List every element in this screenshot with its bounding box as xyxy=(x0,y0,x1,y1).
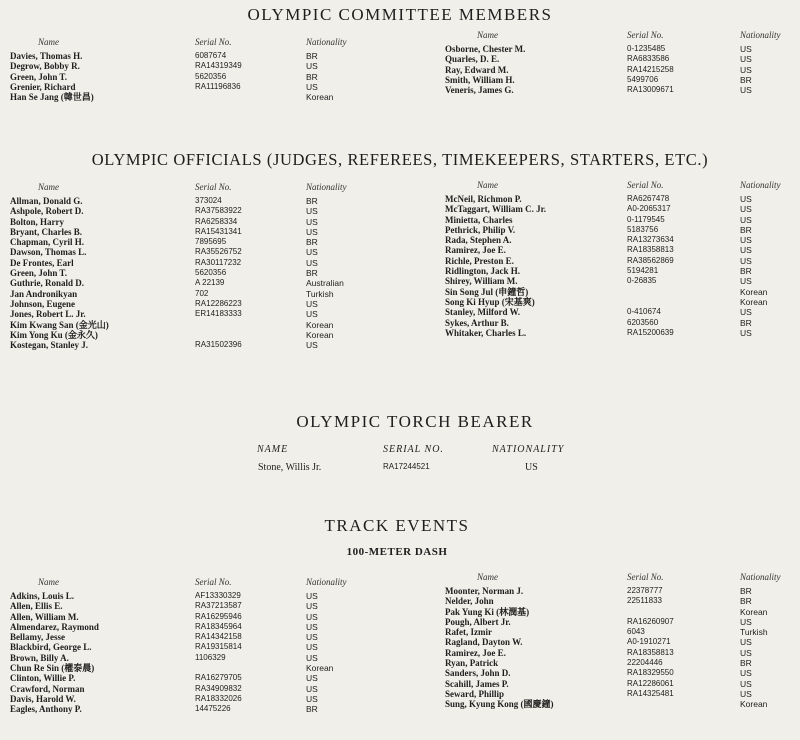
table-row xyxy=(10,72,395,82)
person-name: Johnson, Eugene xyxy=(10,298,76,309)
serial-number: RA16260907 xyxy=(627,616,674,626)
person-name: Sykes, Arthur B. xyxy=(445,317,509,328)
person-name: Ryan, Patrick xyxy=(445,658,499,669)
person-name: Crawford, Norman xyxy=(10,683,85,694)
serial-number: RA6258334 xyxy=(195,216,238,226)
table-row xyxy=(10,237,395,247)
serial-number: 6203560 xyxy=(627,317,659,327)
nationality: US xyxy=(740,245,752,256)
nationality: US xyxy=(740,678,752,689)
person-name: Davis, Harold W. xyxy=(10,693,76,704)
table-row xyxy=(10,694,395,704)
nationality: Korean xyxy=(306,663,334,674)
table-row xyxy=(10,61,395,71)
table-row xyxy=(445,65,795,75)
track-left-header-row xyxy=(10,577,395,591)
committee-left-header-row xyxy=(10,37,395,51)
committee-right-header-row xyxy=(445,30,795,44)
serial-number: RA15200639 xyxy=(627,327,674,337)
table-row xyxy=(10,92,395,102)
table-row xyxy=(10,704,395,714)
nationality: US xyxy=(740,214,752,225)
person-name: Song Ki Hyup (宋基爽) xyxy=(445,296,535,307)
table-row xyxy=(445,658,795,668)
officials-left-header-row xyxy=(10,182,395,196)
table-row xyxy=(10,299,395,309)
table-row xyxy=(445,637,795,647)
serial-number: RA14215258 xyxy=(627,64,674,74)
person-name: Ridlington, Jack H. xyxy=(445,266,521,277)
nationality: US xyxy=(740,235,752,246)
serial-number: RA18329550 xyxy=(627,668,674,678)
person-name: Guthrie, Ronald D. xyxy=(10,278,85,289)
serial-number: RA14342158 xyxy=(195,632,242,642)
table-row xyxy=(445,215,795,225)
person-name: Degrow, Bobby R. xyxy=(10,61,80,72)
serial-number: A0-1910271 xyxy=(627,637,671,647)
column-header-name: Name xyxy=(477,30,498,40)
serial-number: 6043 xyxy=(627,627,645,637)
torch-header-nationality: NATIONALITY xyxy=(492,444,565,455)
officials-title: OLYMPIC OFFICIALS (JUDGES, REFEREES, TIMEKEEPERS, STARTERS, ETC.) xyxy=(91,150,709,169)
person-name: Han Se Jang (韓世昌) xyxy=(10,92,94,103)
nationality: Australian xyxy=(306,278,344,289)
table-row xyxy=(445,586,795,596)
person-name: Kim Kwang San (金光山) xyxy=(10,319,109,330)
serial-number: 7895695 xyxy=(195,237,227,247)
table-row xyxy=(445,607,795,617)
serial-number: ER14183333 xyxy=(195,309,242,319)
person-name: McTaggart, William C. Jr. xyxy=(445,204,546,215)
table-row xyxy=(10,82,395,92)
person-name: Clinton, Willie P. xyxy=(10,673,76,684)
nationality: Korean xyxy=(740,296,768,307)
serial-number: RA16279705 xyxy=(195,673,242,683)
serial-number: RA16295946 xyxy=(195,611,242,621)
table-row xyxy=(10,632,395,642)
committee-title: OLYMPIC COMMITTEE MEMBERS xyxy=(247,5,553,24)
nationality: US xyxy=(306,652,318,663)
person-name: Blackbird, George L. xyxy=(10,642,92,653)
nationality: US xyxy=(740,64,752,75)
serial-number: 0-1235485 xyxy=(627,44,666,53)
table-row xyxy=(445,54,795,64)
nationality: US xyxy=(740,307,752,318)
table-row xyxy=(445,679,795,689)
serial-number: RA18358813 xyxy=(627,245,674,255)
serial-number: RA30117232 xyxy=(195,257,242,267)
nationality: Korean xyxy=(306,92,334,103)
serial-number: 14475226 xyxy=(195,704,231,714)
nationality: US xyxy=(306,81,318,92)
committee-left-table xyxy=(10,37,395,102)
officials-right-table xyxy=(445,180,795,338)
column-header-nationality: Nationality xyxy=(306,37,347,47)
column-header-name: Name xyxy=(38,37,59,47)
person-name: Almendarez, Raymond xyxy=(10,621,99,632)
nationality: BR xyxy=(740,74,752,85)
column-header-nationality: Nationality xyxy=(306,577,347,587)
track-left-table xyxy=(10,577,395,715)
serial-number: RA13009671 xyxy=(627,85,674,95)
nationality: BR xyxy=(306,268,318,279)
person-name: Ramirez, Joe E. xyxy=(445,647,506,658)
track-title: TRACK EVENTS xyxy=(324,516,470,535)
nationality: US xyxy=(740,85,752,96)
table-row xyxy=(10,612,395,622)
table-row xyxy=(10,622,395,632)
person-name: Pough, Albert Jr. xyxy=(445,616,511,627)
person-name: De Frontes, Earl xyxy=(10,257,74,268)
table-row xyxy=(445,194,795,204)
officials-left-table xyxy=(10,182,395,350)
track-subtitle: 100-METER DASH xyxy=(346,546,448,558)
table-row xyxy=(10,591,395,601)
person-name: Minietta, Charles xyxy=(445,214,513,225)
table-row xyxy=(445,699,795,709)
nationality: BR xyxy=(306,237,318,248)
nationality: US xyxy=(306,340,318,351)
person-name: Jan Andronikyan xyxy=(10,288,78,299)
table-row xyxy=(445,256,795,266)
person-name: Whitaker, Charles L. xyxy=(445,327,527,338)
nationality: Turkish xyxy=(306,288,334,299)
serial-number: 22378777 xyxy=(627,586,663,595)
nationality: BR xyxy=(740,224,752,235)
nationality: Korean xyxy=(740,606,768,617)
nationality: US xyxy=(740,204,752,215)
serial-number: RA38562869 xyxy=(627,255,674,265)
person-name: Allen, Ellis E. xyxy=(10,601,63,612)
nationality: US xyxy=(306,632,318,643)
nationality: US xyxy=(306,673,318,684)
column-header-serial: Serial No. xyxy=(195,182,232,192)
nationality: US xyxy=(740,54,752,65)
serial-number: 6087674 xyxy=(195,51,227,60)
person-name: Pak Yung Ki (林潤基) xyxy=(445,606,530,617)
track-right-header-row xyxy=(445,572,795,586)
nationality: US xyxy=(306,693,318,704)
serial-number: RA11196836 xyxy=(195,81,241,91)
serial-number: 0-26835 xyxy=(627,276,657,286)
serial-number: 0-1179545 xyxy=(627,214,665,224)
nationality: US xyxy=(740,688,752,699)
table-row xyxy=(10,340,395,350)
person-name: Kim Yong Ku (金永久) xyxy=(10,329,98,340)
column-header-serial: Serial No. xyxy=(627,572,664,582)
table-row xyxy=(10,206,395,216)
nationality: Korean xyxy=(740,286,768,297)
table-row xyxy=(445,318,795,328)
table-row xyxy=(10,330,395,340)
person-name: Chun Re Sin (權泰晨) xyxy=(10,663,95,674)
nationality: Korean xyxy=(306,329,334,340)
table-row xyxy=(445,204,795,214)
person-name: Nelder, John xyxy=(445,596,494,607)
table-row xyxy=(445,307,795,317)
nationality: US xyxy=(306,611,318,622)
table-row xyxy=(445,617,795,627)
nationality: US xyxy=(306,226,318,237)
nationality: BR xyxy=(740,586,752,596)
serial-number: RA6267478 xyxy=(627,194,670,203)
serial-number: RA37213587 xyxy=(195,601,242,611)
table-row xyxy=(445,266,795,276)
nationality: US xyxy=(306,298,318,309)
nationality: US xyxy=(740,668,752,679)
table-row xyxy=(445,276,795,286)
torch-row xyxy=(0,462,800,474)
nationality: Turkish xyxy=(740,627,768,638)
torch-title: OLYMPIC TORCH BEARER xyxy=(296,412,534,431)
table-row xyxy=(445,627,795,637)
serial-number: A0-2065317 xyxy=(627,204,671,214)
table-row xyxy=(445,225,795,235)
person-name: Moonter, Norman J. xyxy=(445,586,524,596)
torch-header-name: NAME xyxy=(257,444,289,455)
serial-number: RA19315814 xyxy=(195,642,242,652)
person-name: Pethrick, Philip V. xyxy=(445,224,516,235)
serial-number: RA6833586 xyxy=(627,54,670,64)
nationality: BR xyxy=(740,658,752,669)
table-row xyxy=(445,85,795,95)
nationality: BR xyxy=(740,266,752,277)
serial-number: RA37583922 xyxy=(195,206,242,216)
person-name: Eagles, Anthony P. xyxy=(10,704,82,715)
nationality: US xyxy=(306,601,318,612)
table-row xyxy=(10,653,395,663)
serial-number: 1106329 xyxy=(195,652,226,662)
serial-number: A 22139 xyxy=(195,278,225,288)
serial-number: 5194281 xyxy=(627,266,659,276)
person-name: Osborne, Chester M. xyxy=(445,44,526,54)
table-row xyxy=(445,235,795,245)
column-header-serial: Serial No. xyxy=(195,577,232,587)
person-name: Dawson, Thomas L. xyxy=(10,247,87,258)
person-name: Ramirez, Joe E. xyxy=(445,245,506,256)
table-row xyxy=(10,642,395,652)
table-row xyxy=(10,309,395,319)
serial-number: RA14325481 xyxy=(627,688,674,698)
nationality: US xyxy=(306,683,318,694)
table-row xyxy=(10,684,395,694)
nationality: US xyxy=(306,309,318,320)
person-name: Bryant, Charles B. xyxy=(10,226,82,237)
serial-number: 5620356 xyxy=(195,268,227,278)
column-header-nationality: Nationality xyxy=(306,182,347,192)
nationality: BR xyxy=(740,317,752,328)
column-header-serial: Serial No. xyxy=(195,37,232,47)
column-header-nationality: Nationality xyxy=(740,572,781,582)
table-row xyxy=(445,287,795,297)
table-row xyxy=(445,648,795,658)
person-name: McNeil, Richmon P. xyxy=(445,194,522,204)
nationality: US xyxy=(306,257,318,268)
track-right-table xyxy=(445,572,795,710)
person-name: Jones, Robert L. Jr. xyxy=(10,309,86,320)
serial-number: 5183756 xyxy=(627,224,659,234)
person-name: Quarles, D. E. xyxy=(445,54,500,65)
column-header-serial: Serial No. xyxy=(627,30,664,40)
person-name: Rada, Stephen A. xyxy=(445,235,512,246)
table-row xyxy=(445,689,795,699)
table-row xyxy=(445,297,795,307)
officials-right-header-row xyxy=(445,180,795,194)
torch-name: Stone, Willis Jr. xyxy=(258,462,322,473)
nationality: US xyxy=(740,276,752,287)
person-name: Bolton, Harry xyxy=(10,216,64,227)
table-row xyxy=(445,75,795,85)
nationality: Korean xyxy=(306,319,334,330)
serial-number: RA12286223 xyxy=(195,298,242,308)
person-name: Veneris, James G. xyxy=(445,85,514,96)
nationality: BR xyxy=(306,196,318,206)
serial-number: 22204446 xyxy=(627,658,663,668)
nationality: Korean xyxy=(740,699,768,710)
table-row xyxy=(10,217,395,227)
column-header-name: Name xyxy=(477,572,498,582)
serial-number: RA18345964 xyxy=(195,621,242,631)
person-name: Chapman, Cyril H. xyxy=(10,237,85,248)
table-row xyxy=(10,601,395,611)
serial-number: 22511833 xyxy=(627,596,662,606)
serial-number: 702 xyxy=(195,288,209,298)
serial-number: 5499706 xyxy=(627,74,659,84)
nationality: US xyxy=(306,247,318,258)
nationality: US xyxy=(306,591,318,601)
person-name: Scahill, James P. xyxy=(445,678,509,689)
table-row xyxy=(10,247,395,257)
table-row xyxy=(445,668,795,678)
nationality: US xyxy=(306,642,318,653)
torch-nationality: US xyxy=(525,462,538,473)
person-name: Sung, Kyung Kong (國慶鐘) xyxy=(445,699,554,710)
person-name: Ragland, Dayton W. xyxy=(445,637,523,648)
person-name: Green, John T. xyxy=(10,71,68,82)
nationality: US xyxy=(740,255,752,266)
serial-number: 0-410674 xyxy=(627,307,661,317)
person-name: Sin Song Jul (申鐘哲) xyxy=(445,286,529,297)
serial-number: RA15431341 xyxy=(195,226,242,236)
column-header-nationality: Nationality xyxy=(740,30,781,40)
serial-number: 5620356 xyxy=(195,71,227,81)
nationality: US xyxy=(306,61,318,72)
table-row xyxy=(10,258,395,268)
table-row xyxy=(10,268,395,278)
nationality: US xyxy=(740,647,752,658)
column-header-serial: Serial No. xyxy=(627,180,664,190)
serial-number: RA18358813 xyxy=(627,647,674,657)
serial-number: RA14319349 xyxy=(195,61,242,71)
person-name: Grenier, Richard xyxy=(10,81,76,92)
person-name: Brown, Billy A. xyxy=(10,652,69,663)
serial-number: RA31502396 xyxy=(195,340,242,350)
table-row xyxy=(10,320,395,330)
person-name: Bellamy, Jesse xyxy=(10,632,65,643)
serial-number: AF13330329 xyxy=(195,591,241,600)
nationality: BR xyxy=(306,704,318,715)
table-row xyxy=(445,245,795,255)
table-row xyxy=(10,51,395,61)
nationality: US xyxy=(740,327,752,338)
nationality: US xyxy=(740,194,752,204)
nationality: BR xyxy=(306,51,318,61)
torch-header-serial: SERIAL NO. xyxy=(383,444,444,455)
column-header-name: Name xyxy=(38,182,59,192)
torch-header-row xyxy=(0,444,800,456)
column-header-nationality: Nationality xyxy=(740,180,781,190)
person-name: Davies, Thomas H. xyxy=(10,51,83,61)
table-row xyxy=(10,663,395,673)
person-name: Allen, William M. xyxy=(10,611,79,622)
committee-right-table xyxy=(445,30,795,95)
person-name: Shirey, William M. xyxy=(445,276,518,287)
nationality: US xyxy=(306,216,318,227)
table-row xyxy=(10,196,395,206)
serial-number: RA35526752 xyxy=(195,247,242,257)
nationality: US xyxy=(306,206,318,217)
nationality: US xyxy=(740,44,752,54)
table-row xyxy=(445,44,795,54)
serial-number: RA34909832 xyxy=(195,683,242,693)
person-name: Green, John T. xyxy=(10,268,68,279)
table-row xyxy=(10,278,395,288)
column-header-name: Name xyxy=(38,577,59,587)
table-row xyxy=(445,328,795,338)
person-name: Richle, Preston E. xyxy=(445,255,514,266)
nationality: BR xyxy=(740,596,752,607)
person-name: Sanders, John D. xyxy=(445,668,511,679)
person-name: Seward, Phillip xyxy=(445,688,505,699)
serial-number: RA18332026 xyxy=(195,693,242,703)
person-name: Rafet, Izmir xyxy=(445,627,492,638)
torch-serial: RA17244521 xyxy=(383,462,430,471)
nationality: US xyxy=(306,621,318,632)
person-name: Smith, William H. xyxy=(445,74,515,85)
table-row xyxy=(10,289,395,299)
person-name: Stanley, Milford W. xyxy=(445,307,521,318)
table-row xyxy=(10,227,395,237)
nationality: BR xyxy=(306,71,318,82)
serial-number: RA13273634 xyxy=(627,235,674,245)
person-name: Kostegan, Stanley J. xyxy=(10,340,89,351)
person-name: Ray, Edward M. xyxy=(445,64,509,75)
column-header-name: Name xyxy=(477,180,498,190)
serial-number: 373024 xyxy=(195,196,222,205)
nationality: US xyxy=(740,616,752,627)
table-row xyxy=(445,596,795,606)
serial-number: RA12286061 xyxy=(627,678,674,688)
table-row xyxy=(10,673,395,683)
person-name: Allman, Donald G. xyxy=(10,196,83,206)
person-name: Ashpole, Robert D. xyxy=(10,206,84,217)
person-name: Adkins, Louis L. xyxy=(10,591,75,601)
nationality: US xyxy=(740,637,752,648)
